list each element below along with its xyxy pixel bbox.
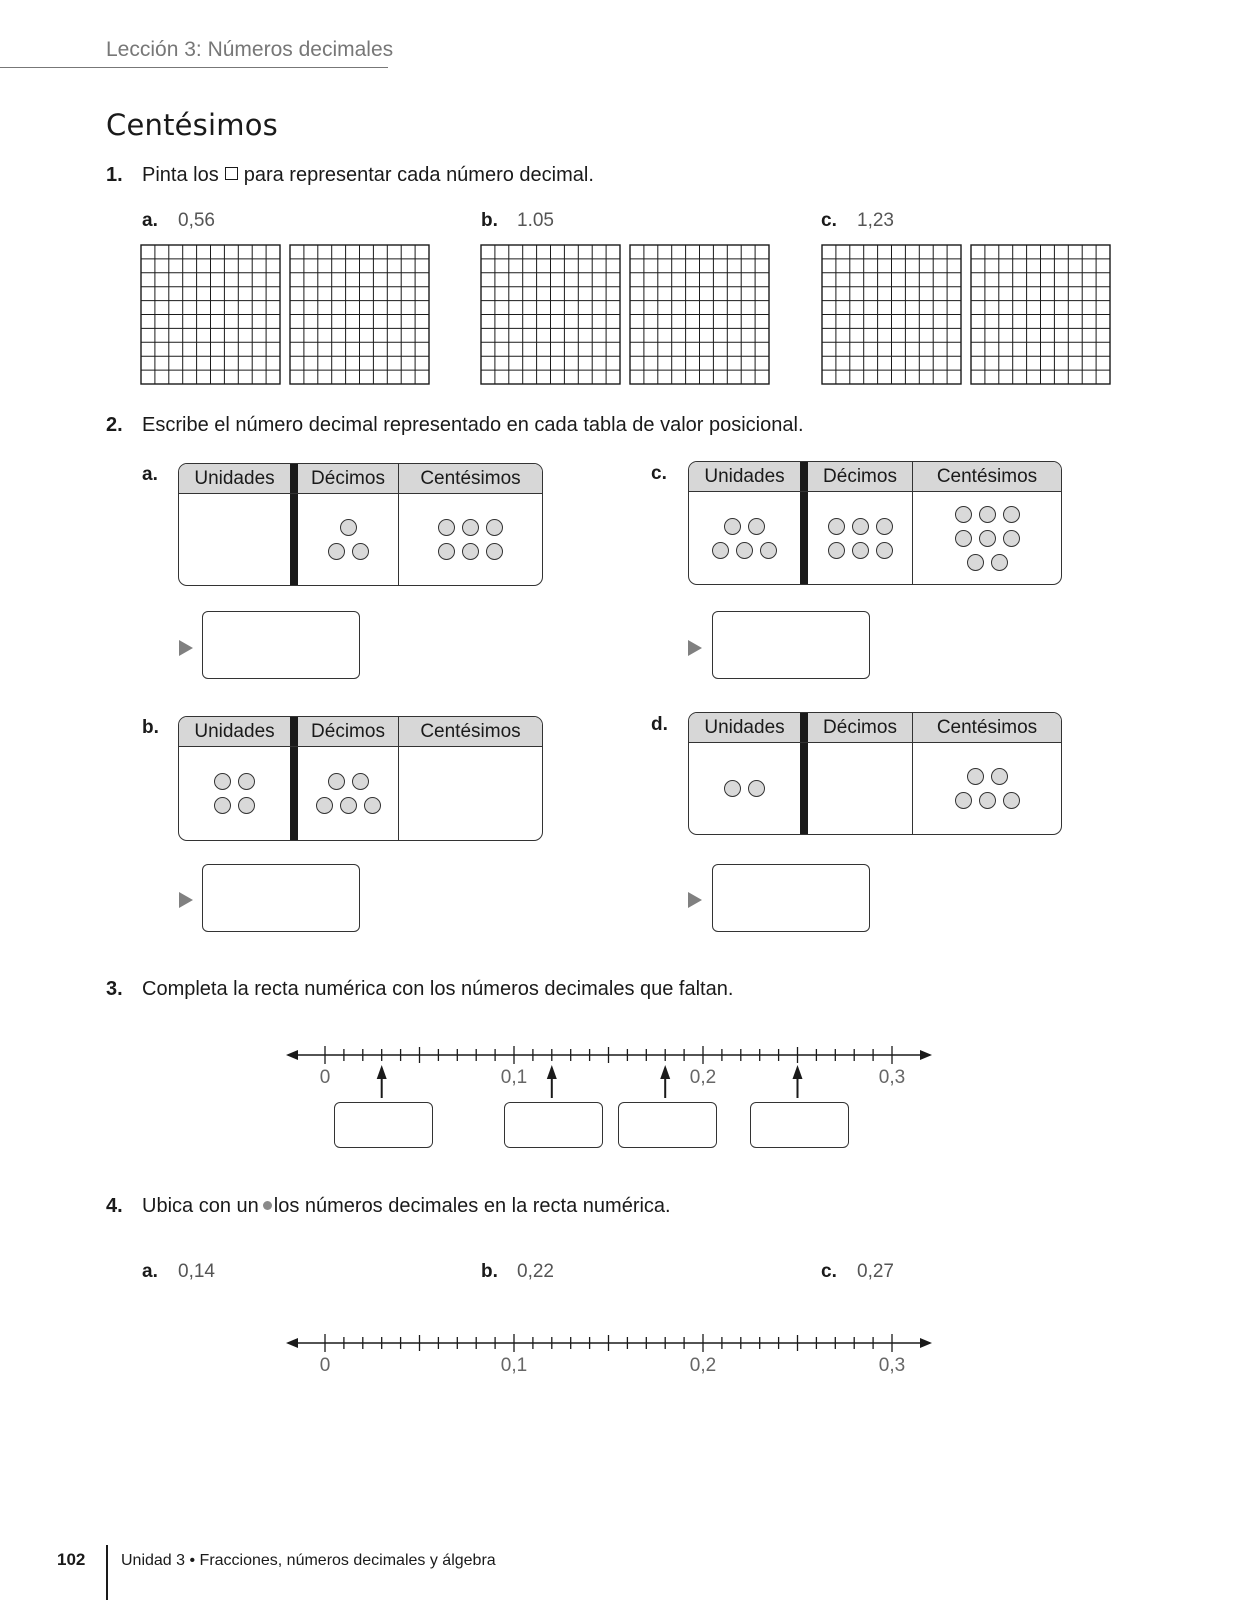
counter-circle xyxy=(979,506,996,523)
hundred-grid[interactable] xyxy=(630,245,769,384)
question-3-number: 3. xyxy=(106,978,123,1000)
table-letter: a. xyxy=(142,464,158,485)
header-hundredths: Centésimos xyxy=(936,466,1038,487)
q4-item-value: 0,27 xyxy=(857,1261,894,1282)
q1-item-value: 0,56 xyxy=(178,210,215,231)
hundredths-cell xyxy=(913,492,1061,584)
counter-circle xyxy=(1003,792,1020,809)
answer-box-a[interactable] xyxy=(202,611,360,679)
table-letter: b. xyxy=(142,717,159,738)
units-cell xyxy=(179,747,290,840)
q4-item-letter: b. xyxy=(481,1261,498,1282)
arrow-up-icon xyxy=(547,1065,557,1098)
counter-circle xyxy=(316,797,333,814)
q1-item-letter: b. xyxy=(481,210,498,231)
question-4-text-before: Ubica con un xyxy=(142,1195,259,1217)
arrow-up-icon xyxy=(793,1065,803,1098)
tick-label: 0,3 xyxy=(878,1355,906,1376)
hundredths-cell xyxy=(399,747,542,840)
header-hundredths: Centésimos xyxy=(420,721,521,742)
question-1-text-before: Pinta los xyxy=(142,164,219,186)
decimal-comma: , xyxy=(290,761,296,781)
counter-circle xyxy=(438,519,455,536)
units-cell xyxy=(179,494,290,585)
question-3-text: Completa la recta numérica con los números decimales que faltan. xyxy=(142,978,734,1000)
arrow-left-icon xyxy=(286,1050,298,1060)
page-title: Centésimos xyxy=(106,108,278,142)
header-tenths: Décimos xyxy=(808,462,913,491)
counter-circle xyxy=(352,543,369,560)
counter-circle xyxy=(991,768,1008,785)
arrow-right-icon xyxy=(920,1050,932,1060)
question-4 xyxy=(106,1195,671,1218)
answer-box-line-3[interactable] xyxy=(618,1102,717,1148)
hundredths-cell xyxy=(399,494,542,585)
question-2 xyxy=(106,414,804,437)
q1-item-value: 1,23 xyxy=(857,210,894,231)
counter-circle xyxy=(852,518,869,535)
counter-circle xyxy=(340,519,357,536)
counter-circle xyxy=(340,797,357,814)
arrow-right-icon xyxy=(920,1338,932,1348)
counter-circle xyxy=(852,542,869,559)
counter-circle xyxy=(352,773,369,790)
counter-circle xyxy=(955,506,972,523)
tick-label: 0,2 xyxy=(689,1355,717,1376)
header-units: Unidades xyxy=(704,717,785,738)
q4-item-letter: c. xyxy=(821,1261,837,1282)
counter-circle xyxy=(724,780,741,797)
decimal-comma: , xyxy=(290,507,296,527)
footer-text: Unidad 3 • Fracciones, números decimales y álgebra xyxy=(121,1552,496,1569)
counter-circle xyxy=(967,768,984,785)
counter-circle xyxy=(724,518,741,535)
triangle-pointer-icon xyxy=(688,892,702,908)
arrow-up-icon xyxy=(377,1065,387,1098)
counter-circle xyxy=(328,773,345,790)
tenths-cell xyxy=(298,747,399,840)
hundred-grid[interactable] xyxy=(971,245,1110,384)
counter-circle xyxy=(736,542,753,559)
lesson-header: Lección 3: Números decimales xyxy=(106,38,394,61)
table-letter: d. xyxy=(651,714,668,735)
answer-box-c[interactable] xyxy=(712,611,870,679)
decimal-comma: , xyxy=(800,756,806,776)
hundredths-cell xyxy=(913,743,1061,834)
question-1-number: 1. xyxy=(106,164,123,186)
counter-circle xyxy=(979,530,996,547)
counter-circle xyxy=(238,797,255,814)
units-cell xyxy=(689,743,800,834)
answer-box-line-1[interactable] xyxy=(334,1102,433,1148)
counter-circle xyxy=(438,543,455,560)
decimal-comma: , xyxy=(800,505,806,525)
tick-label: 0 xyxy=(319,1355,331,1376)
counter-circle xyxy=(486,543,503,560)
number-line-4 xyxy=(280,1318,940,1388)
counter-circle xyxy=(876,518,893,535)
triangle-pointer-icon xyxy=(688,640,702,656)
tick-label: 0,3 xyxy=(878,1067,906,1088)
q4-item-letter: a. xyxy=(142,1261,158,1282)
counter-circle xyxy=(486,519,503,536)
header-hundredths: Centésimos xyxy=(936,717,1038,738)
header-tenths: Décimos xyxy=(808,713,913,742)
arrow-left-icon xyxy=(286,1338,298,1348)
question-2-number: 2. xyxy=(106,414,123,436)
tenths-cell xyxy=(298,494,399,585)
q4-item-b xyxy=(481,1261,554,1283)
counter-circle xyxy=(828,518,845,535)
counter-circle xyxy=(712,542,729,559)
counter-circle xyxy=(991,554,1008,571)
counter-circle xyxy=(1003,530,1020,547)
counter-circle xyxy=(955,792,972,809)
counter-circle xyxy=(760,542,777,559)
header-hundredths: Centésimos xyxy=(420,468,521,489)
place-value-table-b xyxy=(178,716,543,841)
counter-circle xyxy=(364,797,381,814)
tenths-cell xyxy=(808,743,913,834)
triangle-pointer-icon xyxy=(179,892,193,908)
counter-circle xyxy=(462,519,479,536)
table-letter: c. xyxy=(651,463,667,484)
q1-item-letter: c. xyxy=(821,210,837,231)
tick-label: 0,2 xyxy=(689,1067,717,1088)
hundred-grids xyxy=(0,0,1245,400)
q1-item-value: 1.05 xyxy=(517,210,554,231)
header-units: Unidades xyxy=(704,466,785,487)
q4-item-value: 0,14 xyxy=(178,1261,215,1282)
hundred-grid[interactable] xyxy=(481,245,620,384)
hundred-grid[interactable] xyxy=(822,245,961,384)
tick-label: 0,1 xyxy=(500,1355,528,1376)
question-3 xyxy=(106,978,733,1001)
place-value-table-c xyxy=(688,461,1062,585)
units-cell xyxy=(689,492,800,584)
page-number: 102 xyxy=(57,1550,86,1569)
q1-item-letter: a. xyxy=(142,210,158,231)
q4-item-value: 0,22 xyxy=(517,1261,554,1282)
counter-circle xyxy=(462,543,479,560)
answer-box-d[interactable] xyxy=(712,864,870,932)
header-units: Unidades xyxy=(194,721,275,742)
counter-circle xyxy=(748,518,765,535)
tenths-cell xyxy=(808,492,913,584)
counter-circle xyxy=(955,530,972,547)
counter-circle xyxy=(748,780,765,797)
hundred-grid[interactable] xyxy=(141,245,280,384)
header-tenths: Décimos xyxy=(298,464,399,493)
dot-icon xyxy=(263,1201,272,1210)
answer-box-line-4[interactable] xyxy=(750,1102,849,1148)
counter-circle xyxy=(828,542,845,559)
q4-item-a xyxy=(142,1261,215,1283)
counter-circle xyxy=(876,542,893,559)
header-tenths: Décimos xyxy=(298,717,399,746)
counter-circle xyxy=(214,773,231,790)
arrow-up-icon xyxy=(660,1065,670,1098)
counter-circle xyxy=(328,543,345,560)
place-value-table-d xyxy=(688,712,1062,835)
counter-circle xyxy=(979,792,996,809)
question-1-text-after: para representar cada número decimal. xyxy=(243,164,594,186)
place-value-table-a xyxy=(178,463,543,586)
counter-circle xyxy=(214,797,231,814)
answer-box-b[interactable] xyxy=(202,864,360,932)
tick-label: 0,1 xyxy=(500,1067,528,1088)
question-4-number: 4. xyxy=(106,1195,123,1217)
triangle-pointer-icon xyxy=(179,640,193,656)
counter-circle xyxy=(1003,506,1020,523)
header-units: Unidades xyxy=(194,468,275,489)
counter-circle xyxy=(967,554,984,571)
q4-item-c xyxy=(821,1261,894,1283)
counter-circle xyxy=(238,773,255,790)
footer-divider xyxy=(106,1545,108,1600)
answer-box-line-2[interactable] xyxy=(504,1102,603,1148)
tick-label: 0 xyxy=(319,1067,331,1088)
question-4-text-after: los números decimales en la recta numérica. xyxy=(273,1195,671,1217)
question-2-text: Escribe el número decimal representado en cada tabla de valor posicional. xyxy=(142,414,804,436)
hundred-grid[interactable] xyxy=(290,245,429,384)
